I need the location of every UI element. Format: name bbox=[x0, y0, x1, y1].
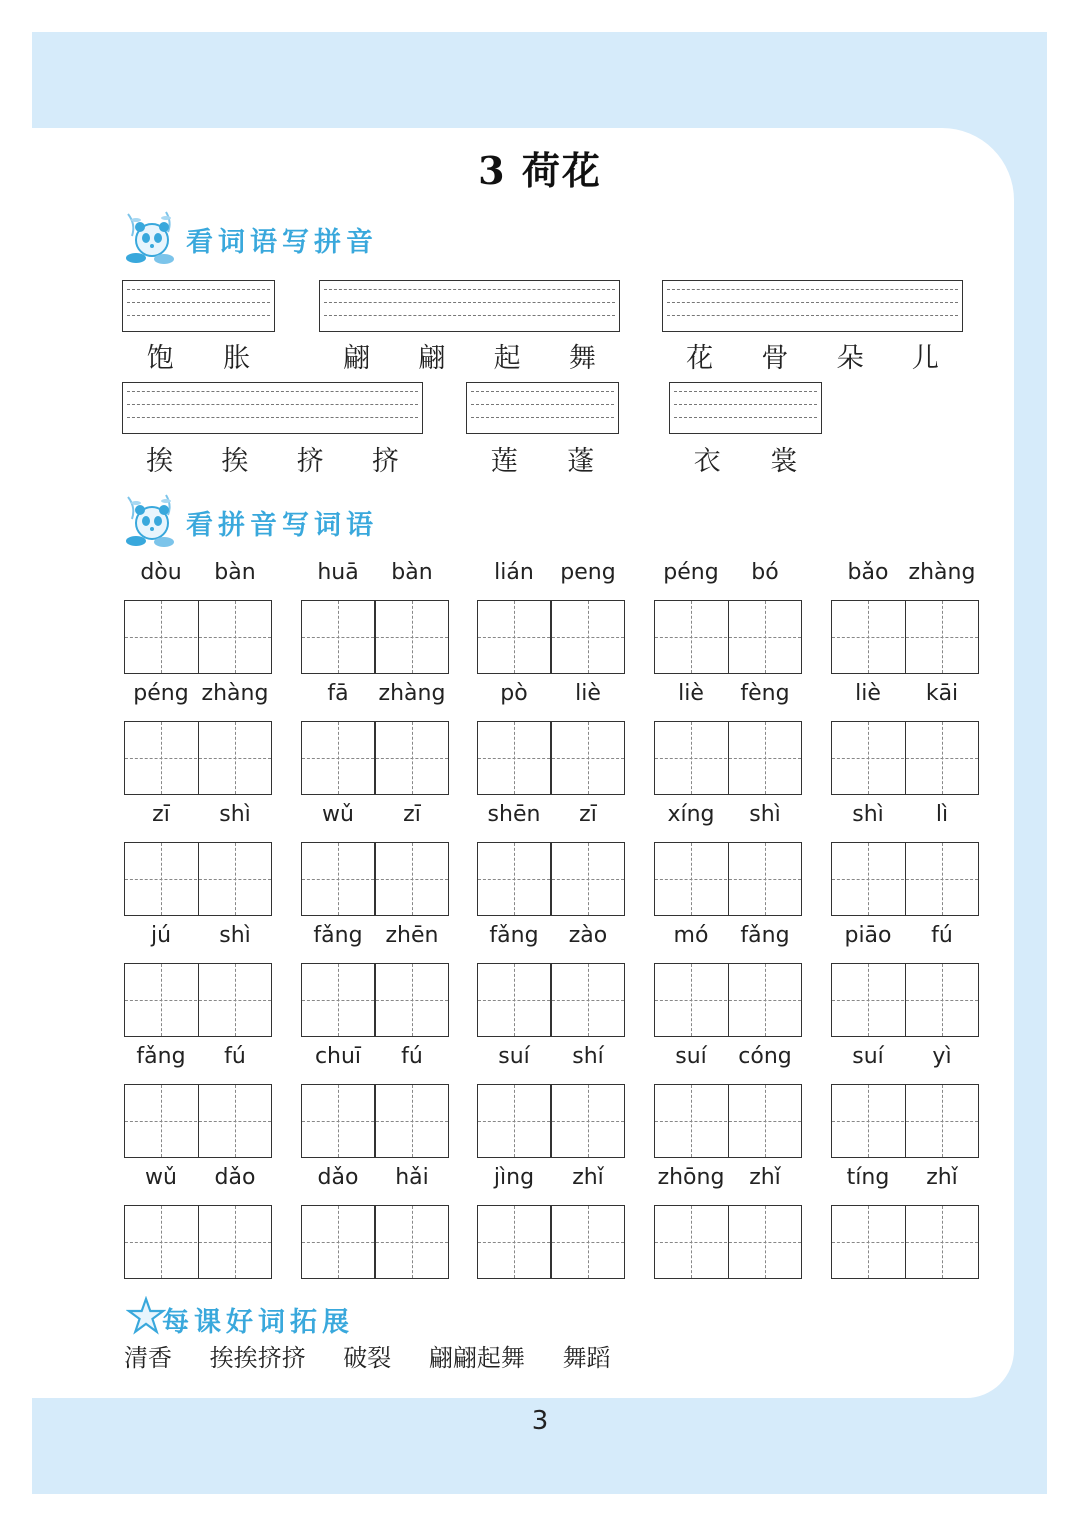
pinyin-syllable: lì bbox=[935, 802, 949, 827]
character-writing-grid[interactable] bbox=[831, 963, 979, 1037]
word-char: 挤 bbox=[296, 446, 324, 477]
pinyin-syllable: péng bbox=[133, 681, 189, 706]
pinyin-label bbox=[124, 560, 272, 590]
pinyin-syllable: cóng bbox=[738, 1044, 792, 1069]
pinyin-syllable: shēn bbox=[487, 802, 541, 827]
pinyin-syllable: fèng bbox=[740, 681, 790, 706]
pinyin-syllable: zī bbox=[403, 802, 421, 827]
pinyin-syllable: péng bbox=[663, 560, 719, 585]
pinyin-answer-box[interactable] bbox=[669, 382, 822, 434]
panda-icon bbox=[122, 210, 178, 266]
pinyin-syllable: dǎo bbox=[214, 1165, 256, 1190]
pinyin-syllable: shì bbox=[749, 802, 781, 827]
good-word: 翩翩起舞 bbox=[428, 1344, 525, 1372]
pinyin-syllable: jìng bbox=[493, 1165, 535, 1190]
pinyin-label bbox=[301, 923, 449, 953]
word-chars bbox=[122, 336, 275, 375]
pinyin-answer-box[interactable] bbox=[122, 280, 275, 332]
word-char: 翩 bbox=[418, 343, 446, 374]
pinyin-label bbox=[301, 560, 449, 590]
character-writing-grid[interactable] bbox=[477, 963, 625, 1037]
character-writing-grid[interactable] bbox=[301, 600, 449, 674]
pinyin-syllable: bàn bbox=[391, 560, 433, 585]
character-writing-grid[interactable] bbox=[831, 1084, 979, 1158]
pinyin-label bbox=[654, 560, 802, 590]
character-writing-grid[interactable] bbox=[124, 1205, 272, 1279]
pinyin-syllable: zhàng bbox=[201, 681, 269, 706]
character-writing-grid[interactable] bbox=[654, 963, 802, 1037]
character-writing-grid[interactable] bbox=[477, 1205, 625, 1279]
pinyin-label bbox=[654, 681, 802, 711]
word-char: 翩 bbox=[343, 343, 371, 374]
pinyin-label bbox=[301, 1165, 449, 1195]
pinyin-label bbox=[124, 923, 272, 953]
pinyin-syllable: fú bbox=[931, 923, 953, 948]
pinyin-syllable: huā bbox=[317, 560, 359, 585]
character-writing-grid[interactable] bbox=[301, 842, 449, 916]
character-writing-grid[interactable] bbox=[124, 963, 272, 1037]
character-writing-grid[interactable] bbox=[831, 842, 979, 916]
section-heading: 每课好词拓展 bbox=[162, 1307, 354, 1338]
star-icon bbox=[126, 1296, 166, 1336]
character-writing-grid[interactable] bbox=[654, 721, 802, 795]
word-char: 饱 bbox=[146, 343, 174, 374]
pinyin-syllable: zhǐ bbox=[749, 1165, 781, 1190]
good-words-list bbox=[124, 1338, 641, 1373]
pinyin-label bbox=[124, 1165, 272, 1195]
pinyin-syllable: bǎo bbox=[847, 560, 889, 585]
pinyin-syllable: suí bbox=[498, 1044, 530, 1069]
pinyin-syllable: liè bbox=[575, 681, 601, 706]
word-chars bbox=[669, 439, 822, 478]
pinyin-label bbox=[654, 802, 802, 832]
pinyin-syllable: shì bbox=[219, 923, 251, 948]
word-char: 朵 bbox=[836, 343, 864, 374]
pinyin-syllable: zhǐ bbox=[926, 1165, 958, 1190]
character-writing-grid[interactable] bbox=[301, 1084, 449, 1158]
pinyin-syllable: mó bbox=[673, 923, 709, 948]
pinyin-syllable: zhōng bbox=[657, 1165, 725, 1190]
pinyin-syllable: piāo bbox=[844, 923, 892, 948]
word-chars bbox=[122, 439, 423, 478]
word-char: 莲 bbox=[490, 446, 518, 477]
character-writing-grid[interactable] bbox=[301, 963, 449, 1037]
word-char: 花 bbox=[686, 343, 714, 374]
word-char: 胀 bbox=[223, 343, 251, 374]
pinyin-syllable: peng bbox=[560, 560, 616, 585]
word-char: 挨 bbox=[146, 446, 174, 477]
pinyin-label bbox=[477, 681, 625, 711]
word-char: 起 bbox=[493, 343, 521, 374]
character-writing-grid[interactable] bbox=[124, 600, 272, 674]
character-writing-grid[interactable] bbox=[477, 721, 625, 795]
pinyin-label bbox=[301, 802, 449, 832]
pinyin-syllable: zī bbox=[152, 802, 170, 827]
pinyin-syllable: jú bbox=[150, 923, 172, 948]
pinyin-label bbox=[124, 802, 272, 832]
pinyin-syllable: bó bbox=[751, 560, 779, 585]
pinyin-syllable: fǎng bbox=[136, 1044, 186, 1069]
pinyin-syllable: zī bbox=[579, 802, 597, 827]
character-writing-grid[interactable] bbox=[654, 1205, 802, 1279]
word-chars bbox=[319, 336, 620, 375]
word-char: 骨 bbox=[761, 343, 789, 374]
pinyin-syllable: fǎng bbox=[740, 923, 790, 948]
pinyin-label bbox=[477, 560, 625, 590]
pinyin-syllable: zhàng bbox=[378, 681, 446, 706]
good-word: 挨挨挤挤 bbox=[209, 1344, 306, 1372]
pinyin-syllable: pò bbox=[500, 681, 528, 706]
good-word: 清香 bbox=[124, 1344, 172, 1372]
pinyin-label bbox=[831, 802, 979, 832]
pinyin-label bbox=[654, 923, 802, 953]
pinyin-syllable: zào bbox=[568, 923, 608, 948]
pinyin-label bbox=[301, 681, 449, 711]
pinyin-syllable: chuī bbox=[314, 1044, 362, 1069]
pinyin-label bbox=[831, 681, 979, 711]
pinyin-syllable: shí bbox=[572, 1044, 604, 1069]
panda-icon bbox=[122, 493, 178, 549]
lesson-title: 3 荷花 bbox=[478, 148, 602, 193]
pinyin-syllable: lián bbox=[494, 560, 534, 585]
pinyin-syllable: kāi bbox=[925, 681, 959, 706]
pinyin-syllable: dòu bbox=[140, 560, 182, 585]
pinyin-syllable: zhēn bbox=[385, 923, 439, 948]
pinyin-label bbox=[831, 1165, 979, 1195]
pinyin-syllable: fǎng bbox=[313, 923, 363, 948]
pinyin-answer-box[interactable] bbox=[319, 280, 620, 332]
pinyin-syllable: liè bbox=[678, 681, 704, 706]
character-writing-grid[interactable] bbox=[301, 1205, 449, 1279]
word-char: 挤 bbox=[371, 446, 399, 477]
pinyin-syllable: shì bbox=[219, 802, 251, 827]
good-word: 舞蹈 bbox=[562, 1344, 611, 1372]
pinyin-syllable: fú bbox=[224, 1044, 246, 1069]
character-writing-grid[interactable] bbox=[124, 721, 272, 795]
good-word: 破裂 bbox=[343, 1344, 392, 1372]
character-writing-grid[interactable] bbox=[477, 1084, 625, 1158]
pinyin-label bbox=[124, 681, 272, 711]
character-writing-grid[interactable] bbox=[477, 600, 625, 674]
pinyin-label bbox=[477, 1165, 625, 1195]
pinyin-label bbox=[477, 923, 625, 953]
pinyin-syllable: tíng bbox=[846, 1165, 890, 1190]
character-writing-grid[interactable] bbox=[124, 1084, 272, 1158]
pinyin-label bbox=[477, 802, 625, 832]
pinyin-syllable: hǎi bbox=[395, 1165, 429, 1190]
pinyin-syllable: suí bbox=[852, 1044, 884, 1069]
word-char: 舞 bbox=[568, 343, 596, 374]
pinyin-label bbox=[654, 1044, 802, 1074]
character-writing-grid[interactable] bbox=[124, 842, 272, 916]
pinyin-label bbox=[124, 1044, 272, 1074]
pinyin-label bbox=[831, 923, 979, 953]
pinyin-answer-box[interactable] bbox=[122, 382, 423, 434]
character-writing-grid[interactable] bbox=[831, 600, 979, 674]
word-char: 挨 bbox=[221, 446, 249, 477]
pinyin-answer-box[interactable] bbox=[662, 280, 963, 332]
character-writing-grid[interactable] bbox=[654, 600, 802, 674]
pinyin-label bbox=[831, 1044, 979, 1074]
pinyin-syllable: suí bbox=[675, 1044, 707, 1069]
word-char: 儿 bbox=[911, 343, 939, 374]
pinyin-label bbox=[831, 560, 979, 590]
pinyin-syllable: yì bbox=[932, 1044, 952, 1069]
pinyin-syllable: wǔ bbox=[145, 1165, 177, 1190]
character-writing-grid[interactable] bbox=[831, 1205, 979, 1279]
word-char: 蓬 bbox=[567, 446, 595, 477]
page-number: 3 bbox=[531, 1406, 549, 1436]
character-writing-grid[interactable] bbox=[654, 1084, 802, 1158]
pinyin-label bbox=[477, 1044, 625, 1074]
character-writing-grid[interactable] bbox=[301, 721, 449, 795]
pinyin-syllable: zhǐ bbox=[572, 1165, 604, 1190]
character-writing-grid[interactable] bbox=[831, 721, 979, 795]
pinyin-label bbox=[654, 1165, 802, 1195]
pinyin-syllable: dǎo bbox=[317, 1165, 359, 1190]
pinyin-label bbox=[301, 1044, 449, 1074]
word-char: 裳 bbox=[770, 446, 798, 477]
character-writing-grid[interactable] bbox=[477, 842, 625, 916]
pinyin-syllable: xíng bbox=[667, 802, 715, 827]
character-writing-grid[interactable] bbox=[654, 842, 802, 916]
word-chars bbox=[466, 439, 619, 478]
word-char: 衣 bbox=[693, 446, 721, 477]
pinyin-syllable: bàn bbox=[214, 560, 256, 585]
pinyin-syllable: fā bbox=[327, 681, 349, 706]
pinyin-syllable: liè bbox=[855, 681, 881, 706]
pinyin-syllable: fǎng bbox=[489, 923, 539, 948]
pinyin-syllable: zhàng bbox=[908, 560, 976, 585]
pinyin-syllable: wǔ bbox=[322, 802, 354, 827]
section-heading: 看词语写拼音 bbox=[186, 227, 378, 258]
word-chars bbox=[662, 336, 963, 375]
pinyin-syllable: fú bbox=[401, 1044, 423, 1069]
section-heading: 看拼音写词语 bbox=[186, 510, 378, 541]
pinyin-answer-box[interactable] bbox=[466, 382, 619, 434]
pinyin-syllable: shì bbox=[852, 802, 884, 827]
